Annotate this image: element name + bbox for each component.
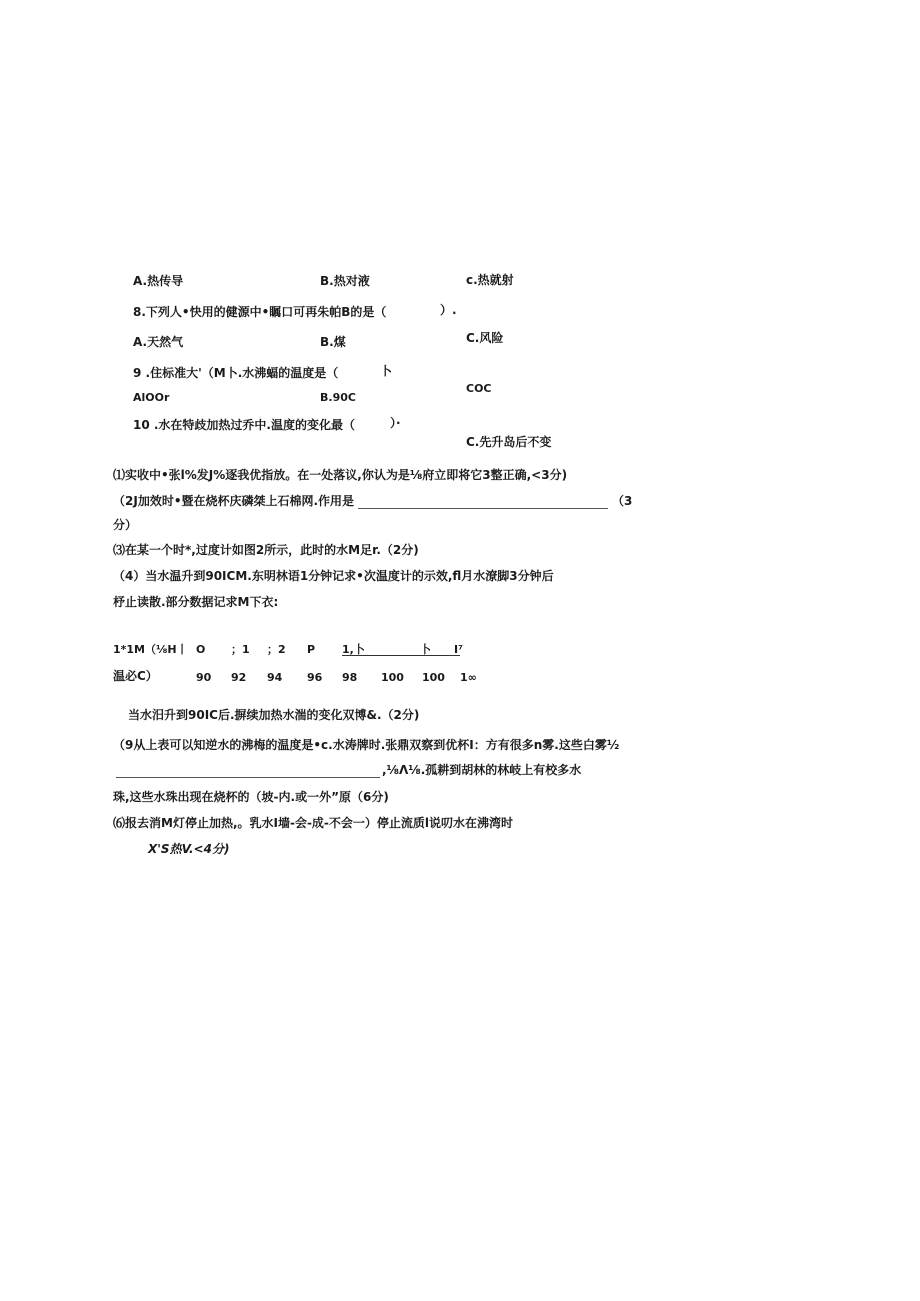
subq-6-line1: ⑹报去消M灯停止加热,。乳水I墙-会-成-不会一）停止流质l说叨水在沸湾时 [113,816,514,830]
table-row2-cell-7: 1∞ [460,671,477,684]
subq-4-line2: 杼止读散.部分数据记求M下衣: [113,595,279,609]
q7-option-a: A.热传导 [133,274,184,288]
table-row2-cell-5: 100 [381,671,404,684]
q8-stem: 8.下列人•快用的健源中•瞩口可再朱帕B的是（ [133,305,387,319]
subq-2-score-cont: 分） [113,518,138,532]
subq-5-line2: ,⅛Λ⅛.孤耕到胡林的林岐上有校多水 [382,763,582,777]
answer-blank-2 [358,508,608,509]
subq-2-score: （3 [612,494,633,508]
subq-5-line3: 珠,这些水珠出现在烧杯的（坡-内.或一外”原（6分) [113,790,389,804]
q8-close: ）. [440,303,457,317]
subq-2-text: （2J加效时•暨在烧杯庆磷桀上石棉网.作用是 [113,494,355,508]
subq-1: ⑴实收中•张l%发J%逐我优指放。在一处落议,你认为是⅛府立即将它3整正确,<3分) [113,468,568,482]
table-row1-cell-3: P [307,643,316,656]
q9-stem: 9 .住标准大'（M卜.水沸蝠的温度是（ [133,366,339,380]
q10-close: ）· [390,416,401,430]
table-row2-cell-3: 96 [307,671,323,684]
q7-option-c: c.热就射 [466,273,514,287]
subq-5-line1: （9从上表可以知逆水的沸梅的温度是•c.水涛牌时.张鼎双察到优杯I：方有很多n雾.这些白雾½ [113,738,620,752]
q10-option-c: C.先升岛后不变 [466,435,552,449]
table-row2-cell-2: 94 [267,671,283,684]
table-row2-cell-4: 98 [342,671,358,684]
table-row1-cell-0: O [196,643,206,656]
q8-option-c: C.风险 [466,331,504,345]
post-table-question: 当水汨升到90IC后.摒续加热水湍的变化双博&.（2分) [128,708,420,722]
q10-stem: 10 .水在特歧加热过乔中.温度的变化最（ [133,418,355,432]
q9-option-a: AlOOr [133,391,170,404]
q9-option-c: COC [466,382,492,395]
table-row2-cell-6: 100 [422,671,445,684]
table-row1-label: 1*1M（⅛H丨 [113,643,188,656]
q8-option-b: B.煤 [320,335,346,349]
table-row1-cell-4: 1,卜 [342,643,365,656]
q7-option-b: B.热对液 [320,274,370,288]
q9-close: 卜 [380,364,393,378]
q9-option-b: B.90C [320,391,356,404]
table-row2-cell-0: 90 [196,671,212,684]
subq-3: ⑶在某一个时*,过度计如图2所示，此时的水M足r.（2分) [113,543,419,557]
table-row1-cell-7: I⁷ [454,643,463,656]
table-row1-cell-2: ；2 [267,643,286,656]
table-row1-cell-6: 卜 [420,643,431,656]
table-row2-label: 温必C） [113,669,158,683]
subq-4-line1: （4）当水温升到90ICM.东明林语1分钟记求•次温度计的示效,fl月水潦脚3分钟后 [113,569,554,583]
q8-option-a: A.天然气 [133,335,184,349]
subq-6-line2: X'S热V.<4分) [148,842,230,856]
answer-blank-5 [116,777,380,778]
table-row1-underline [342,655,460,656]
table-row1-cell-1: ；1 [231,643,250,656]
table-row2-cell-1: 92 [231,671,247,684]
